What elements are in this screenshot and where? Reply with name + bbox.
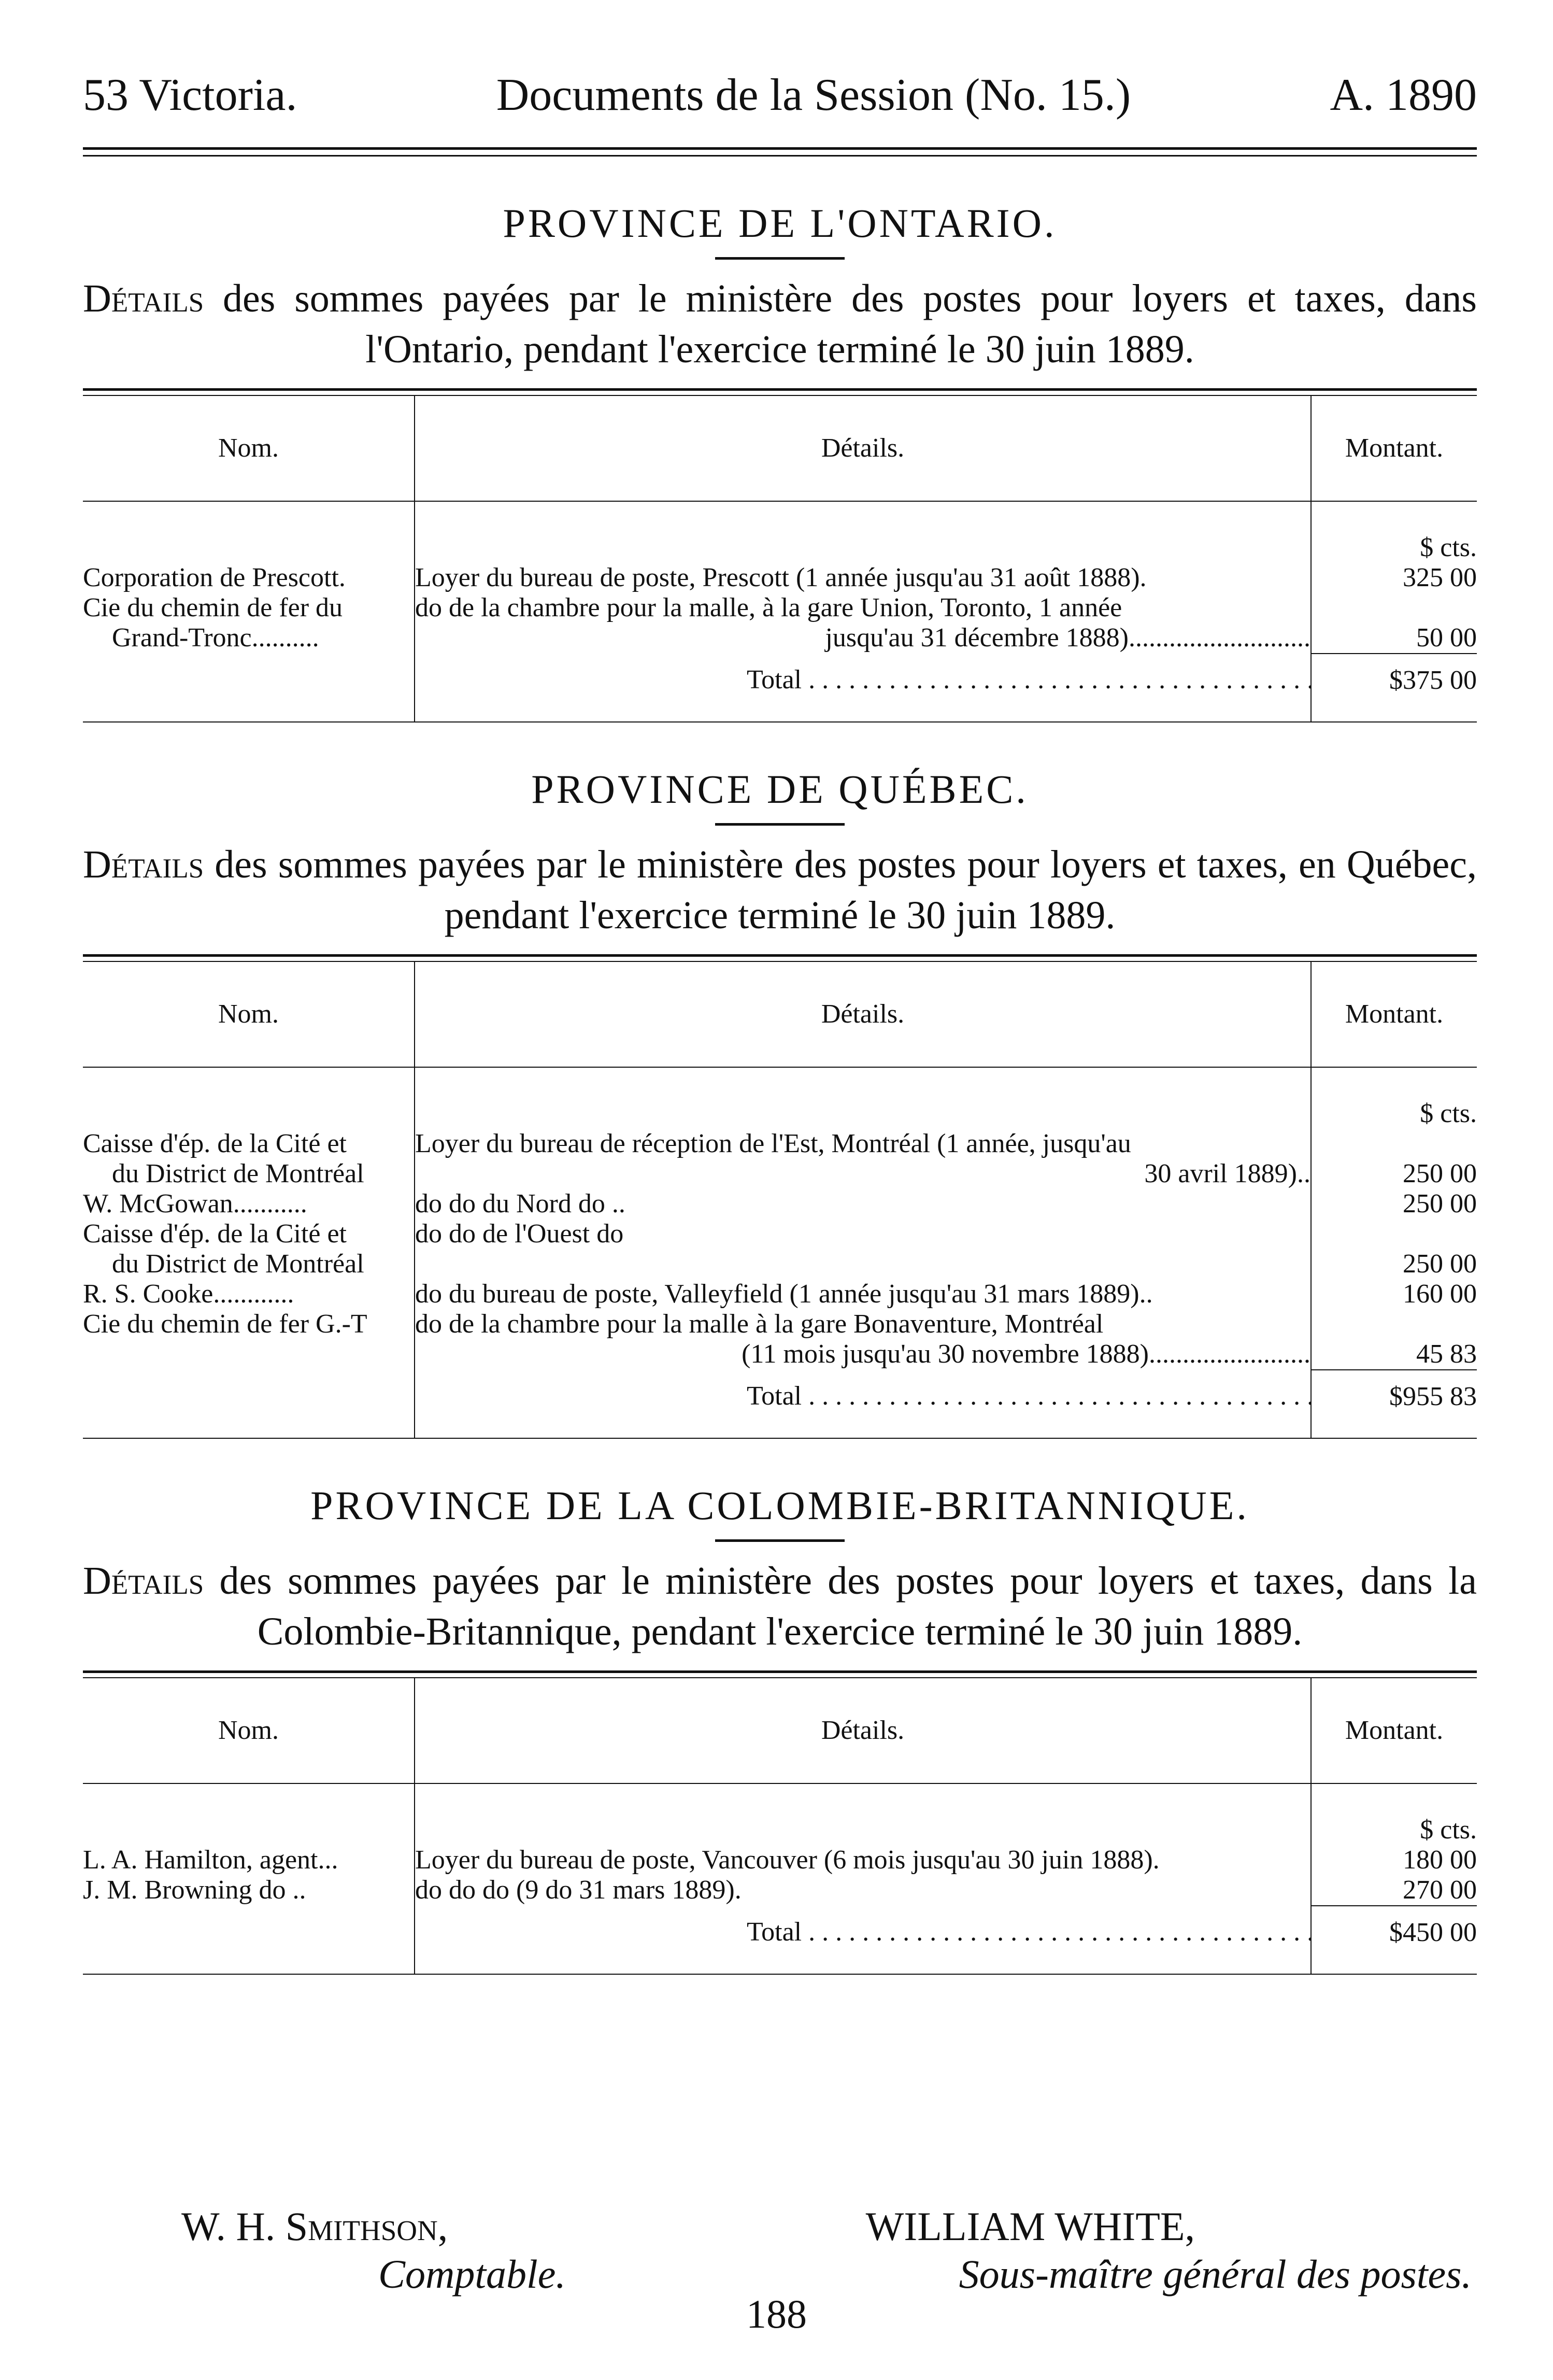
total-amount: $955 83: [1311, 1370, 1477, 1417]
amount-cell: 160 00: [1403, 1279, 1477, 1309]
header-year: A. 1890: [1330, 70, 1477, 120]
payee-cell: [83, 1875, 415, 1906]
signature-right-title: Sous-maître général des postes.: [959, 2251, 1472, 2297]
heading-text: des sommes payées par le ministère des postes pour loyers et taxes, dans la Colombie-Britannique, pendant l'exercice terminé le 30 juin 1889.: [204, 1559, 1477, 1653]
col-header-details: Détails.: [415, 396, 1311, 501]
amount-cell: 325 00: [1403, 563, 1477, 592]
col-header-details: Détails.: [415, 962, 1311, 1067]
currency-row: [83, 1099, 1477, 1129]
heading-text: des sommes payées par le ministère des postes pour loyers et taxes, en Québec, pendant l'exercice terminé le 30 juin 1889.: [204, 843, 1477, 937]
detail-line: 30 avril 1889)..: [1144, 1159, 1310, 1188]
payee-line: du District de Montréal: [112, 1249, 364, 1279]
total-label: Total . . .: [747, 1917, 1310, 1947]
detail-cell: [415, 1219, 1311, 1279]
signature-right-name: WILLIAM WHITE,: [865, 2204, 1195, 2249]
table-row: [83, 1845, 1477, 1875]
payee-cell: [83, 1845, 415, 1875]
heading-lead: Détails: [83, 1559, 204, 1603]
total-leader: [747, 1381, 1310, 1411]
amount-cell: 45 83: [1416, 1339, 1477, 1369]
detail-line: Loyer du bureau de poste, Prescott (1 année jusqu'au 31 août 1888).: [415, 563, 1147, 592]
payee-cell: [83, 563, 415, 593]
detail-cell: [415, 1875, 1311, 1906]
page: [83, 70, 1477, 1975]
detail-line: do do do (9 do 31 mars 1889).: [415, 1875, 742, 1905]
total-row: [83, 1370, 1477, 1417]
amount-cell: 250 00: [1403, 1189, 1477, 1219]
payee-line: Cie du chemin de fer G.-T: [83, 1309, 367, 1339]
signature-left-name: W. H. Smithson,: [181, 2204, 448, 2249]
table-row: [83, 1875, 1477, 1906]
detail-line: Loyer du bureau de poste, Vancouver (6 mois jusqu'au 30 juin 1888).: [415, 1845, 1160, 1875]
payee-line: Cie du chemin de fer du: [83, 593, 343, 622]
detail-line: do de la chambre pour la malle, à la gare Union, Toronto, 1 année: [415, 593, 1122, 622]
table-header-row: [83, 962, 1477, 1067]
payee-cell: [83, 1189, 415, 1219]
total-label: Total . . .: [747, 665, 1310, 695]
detail-line: (11 mois jusqu'au 30 novembre 1888)........................: [742, 1339, 1310, 1369]
payee-line: W. McGowan...........: [83, 1189, 307, 1219]
payee-cell: [83, 1309, 415, 1370]
signature-left: [83, 2203, 566, 2298]
running-head: [83, 70, 1477, 124]
section-title: PROVINCE DE L'ONTARIO.: [503, 201, 1057, 246]
section-1: [83, 769, 1477, 1439]
col-header-nom: Nom.: [83, 962, 415, 1067]
payments-table: [83, 962, 1477, 1439]
title-rule: [715, 257, 845, 260]
total-row: [83, 1906, 1477, 1953]
col-header-montant: Montant.: [1311, 396, 1477, 501]
detail-line: do du bureau de poste, Valleyfield (1 année jusqu'au 31 mars 1889)..: [415, 1279, 1153, 1309]
header-session: 53 Victoria.: [83, 70, 297, 120]
table-row: [83, 563, 1477, 593]
section-0: [83, 203, 1477, 722]
amount-cell: 250 00: [1403, 1249, 1477, 1279]
col-header-nom: Nom.: [83, 1678, 415, 1783]
detail-line: jusqu'au 31 décembre 1888)...........................: [825, 623, 1310, 653]
payee-cell: [83, 1219, 415, 1279]
section-title: PROVINCE DE QUÉBEC.: [531, 767, 1029, 812]
detail-line: do de la chambre pour la malle à la gare Bonaventure, Montréal: [415, 1309, 1104, 1339]
table-top-rule: [83, 388, 1477, 396]
amount-cell: 250 00: [1403, 1159, 1477, 1188]
heading-lead: Détails: [83, 277, 204, 320]
payee-line: Caisse d'ép. de la Cité et: [83, 1129, 347, 1158]
section-heading: [83, 1555, 1477, 1657]
detail-line: do do de l'Ouest do: [415, 1219, 624, 1249]
col-header-details: Détails.: [415, 1678, 1311, 1783]
section-heading: [83, 273, 1477, 375]
payments-table: [83, 396, 1477, 722]
payee-line: R. S. Cooke............: [83, 1279, 294, 1309]
title-rule: [715, 823, 845, 826]
payee-cell: [83, 1279, 415, 1309]
table-row: [83, 1129, 1477, 1189]
amount-cell: 270 00: [1403, 1875, 1477, 1905]
payee-line: Grand-Tronc..........: [112, 623, 319, 653]
payee-line: Caisse d'ép. de la Cité et: [83, 1219, 347, 1249]
payee-line: L. A. Hamilton, agent...: [83, 1845, 338, 1875]
detail-cell: [415, 1129, 1311, 1189]
total-amount: $375 00: [1311, 654, 1477, 701]
total-leader: [747, 665, 1310, 695]
col-header-montant: Montant.: [1311, 962, 1477, 1067]
payee-line: Corporation de Prescott.: [83, 563, 346, 592]
detail-cell: [415, 593, 1311, 654]
currency-label: $ cts.: [1420, 1099, 1477, 1128]
amount-cell: 180 00: [1403, 1845, 1477, 1875]
table-row: [83, 1309, 1477, 1370]
col-header-montant: Montant.: [1311, 1678, 1477, 1783]
page-number: 188: [746, 2291, 807, 2336]
section-heading: [83, 839, 1477, 941]
signatures: [0, 2203, 1553, 2298]
total-leader: [747, 1917, 1310, 1947]
table-top-rule: [83, 1670, 1477, 1678]
sections: [83, 203, 1477, 1975]
table-header-row: [83, 1678, 1477, 1783]
payee-cell: [83, 1129, 415, 1189]
signature-right: [866, 2203, 1477, 2298]
payments-table: [83, 1678, 1477, 1975]
payee-cell: [83, 593, 415, 654]
signature-left-title: Comptable.: [378, 2251, 566, 2297]
header-document: Documents de la Session (No. 15.): [496, 70, 1131, 120]
detail-cell: [415, 1279, 1311, 1309]
detail-line: do do du Nord do ..: [415, 1189, 625, 1219]
total-amount: $450 00: [1311, 1906, 1477, 1953]
table-row: [83, 1279, 1477, 1309]
total-label: Total . . .: [747, 1381, 1310, 1411]
detail-line: Loyer du bureau de réception de l'Est, Montréal (1 année, jusqu'au: [415, 1129, 1131, 1158]
table-row: [83, 1219, 1477, 1279]
title-rule: [715, 1539, 845, 1542]
detail-cell: [415, 1845, 1311, 1875]
heading-lead: Détails: [83, 843, 204, 886]
section-2: [83, 1485, 1477, 1975]
currency-row: [83, 1815, 1477, 1845]
table-row: [83, 1189, 1477, 1219]
payee-line: du District de Montréal: [112, 1159, 364, 1188]
table-top-rule: [83, 954, 1477, 962]
detail-cell: [415, 1189, 1311, 1219]
amount-cell: 50 00: [1416, 623, 1477, 653]
currency-label: $ cts.: [1420, 1815, 1477, 1845]
detail-cell: [415, 563, 1311, 593]
total-row: [83, 654, 1477, 701]
heading-text: des sommes payées par le ministère des postes pour loyers et taxes, dans l'Ontario, pendant l'exercice terminé le 30 juin 1889.: [204, 277, 1477, 371]
currency-row: [83, 533, 1477, 563]
payee-line: J. M. Browning do ..: [83, 1875, 306, 1905]
currency-label: $ cts.: [1420, 533, 1477, 562]
table-row: [83, 593, 1477, 654]
header-rule: [83, 147, 1477, 157]
col-header-nom: Nom.: [83, 396, 415, 501]
table-header-row: [83, 396, 1477, 501]
detail-cell: [415, 1309, 1311, 1370]
section-title: PROVINCE DE LA COLOMBIE-BRITANNIQUE.: [310, 1483, 1249, 1528]
